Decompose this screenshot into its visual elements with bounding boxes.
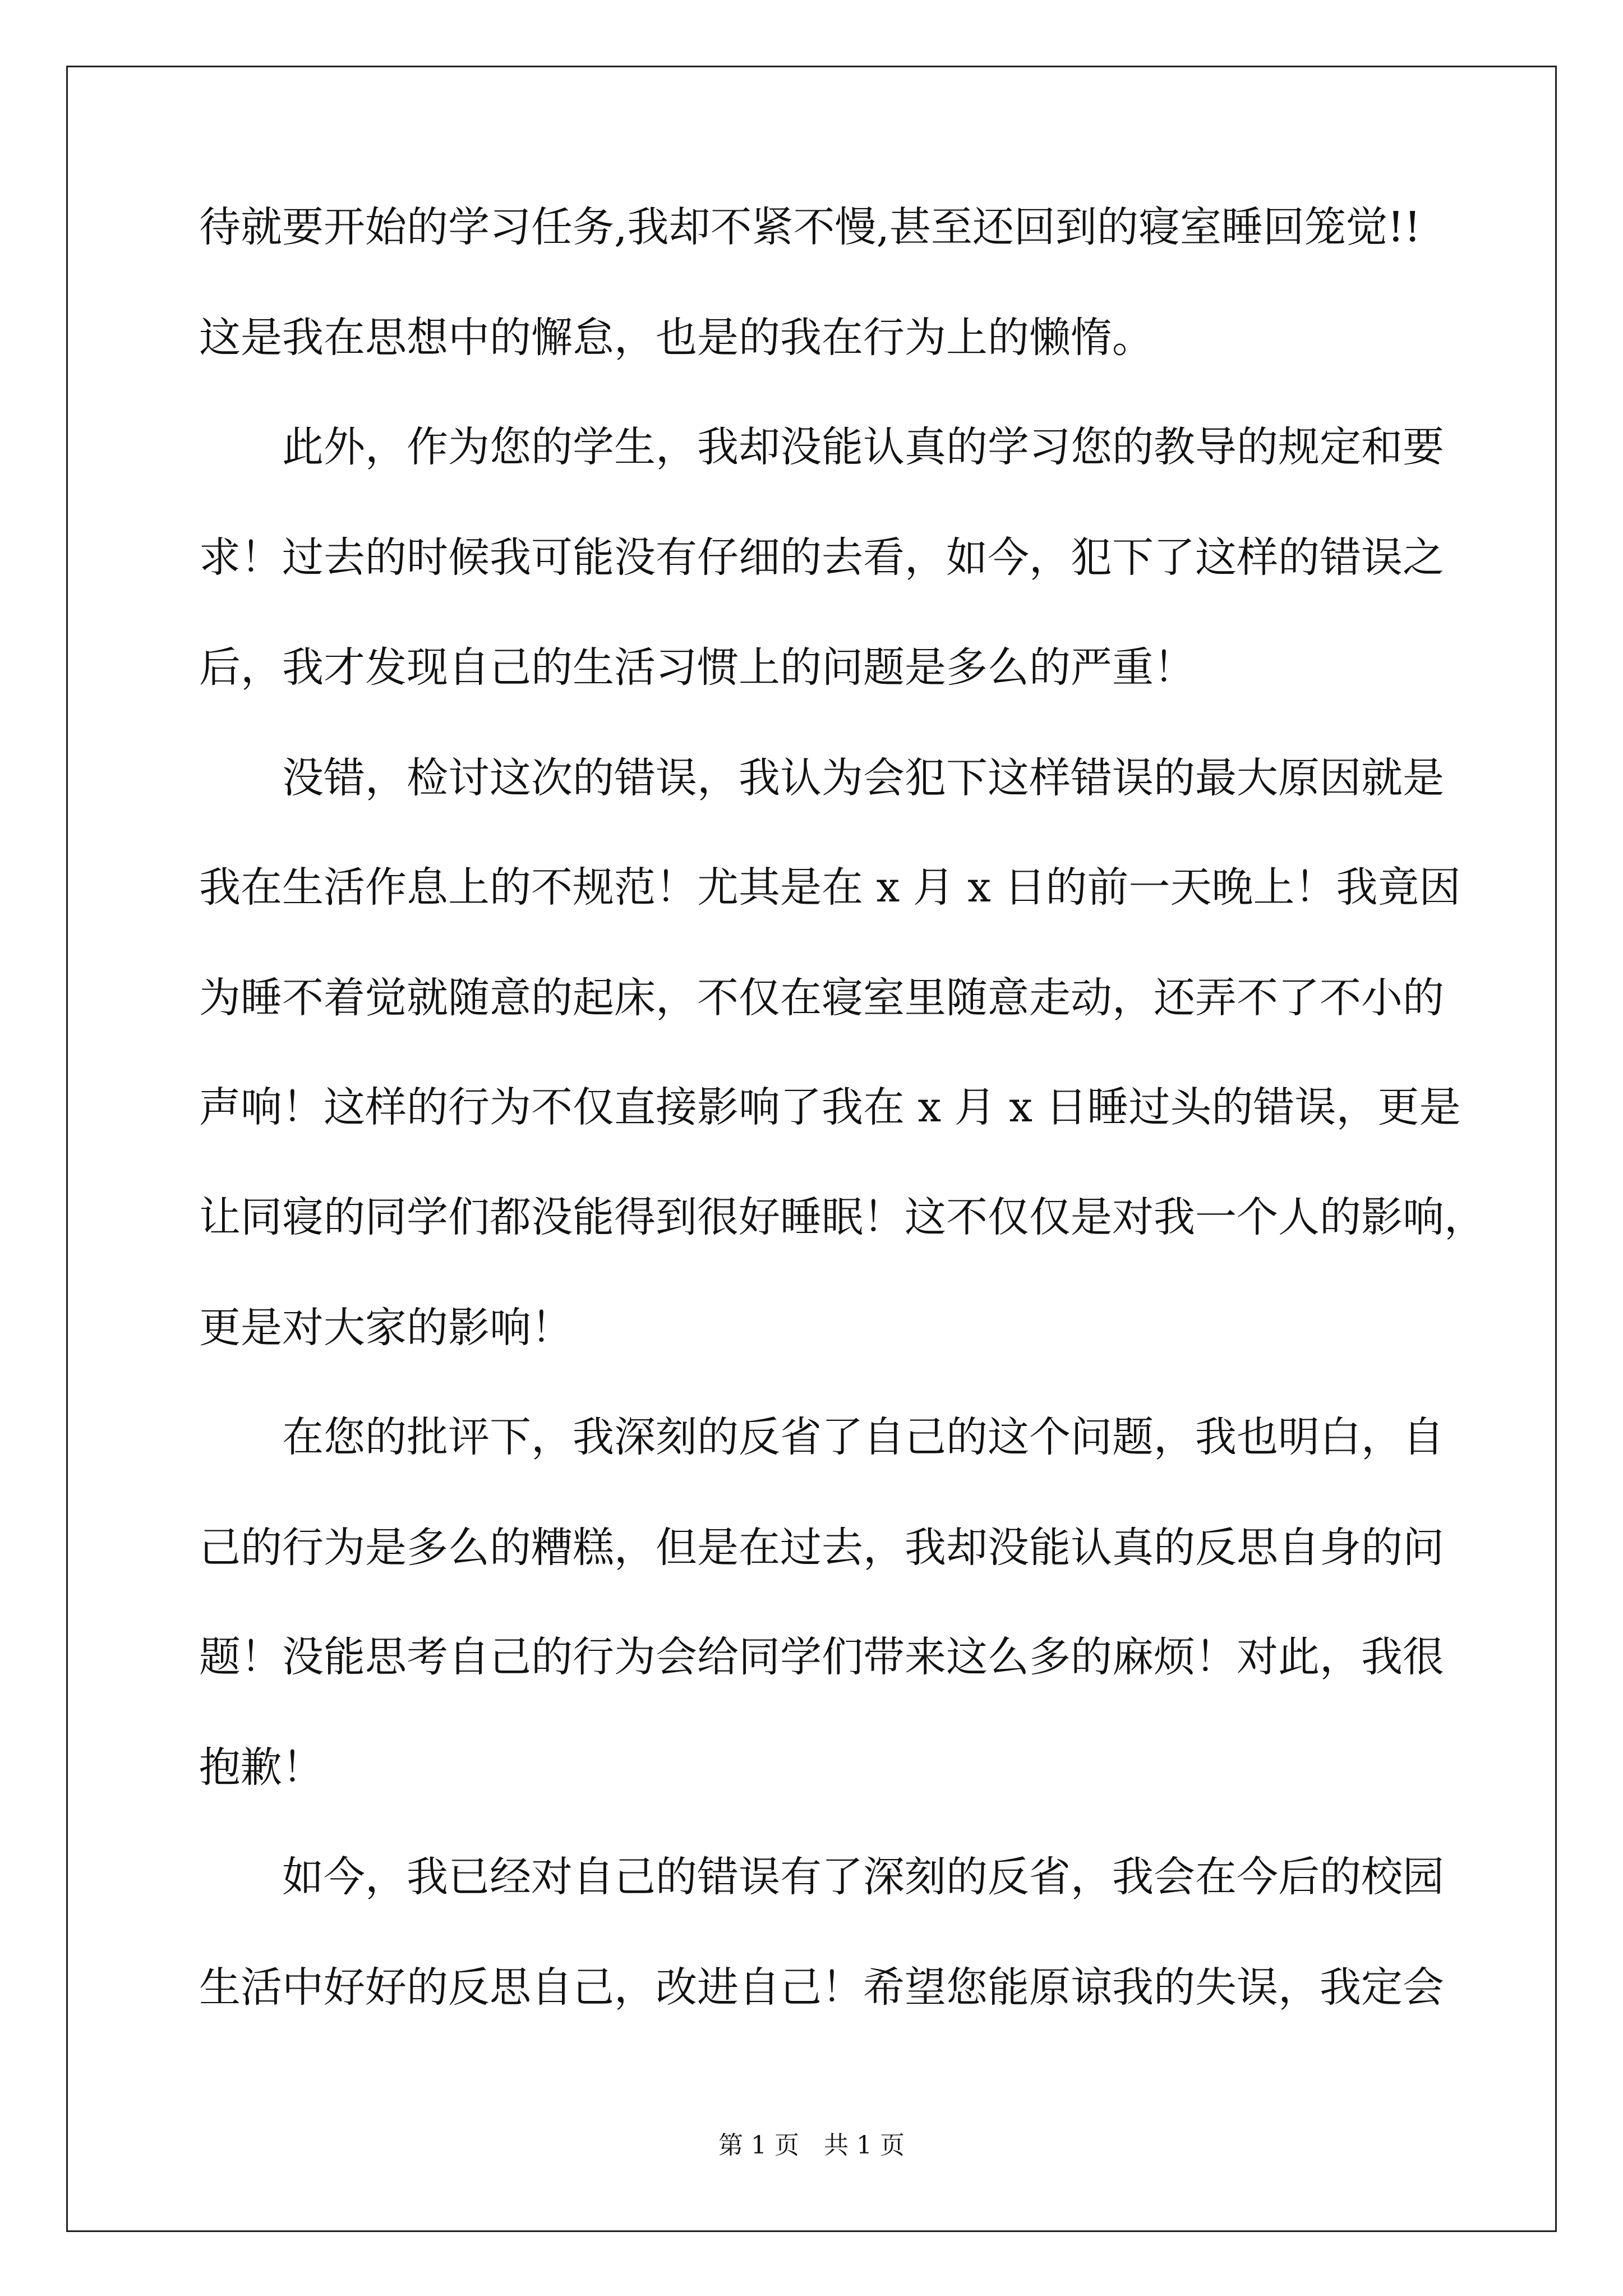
text-line: 此外，作为您的学生，我却没能认真的学习您的教导的规定和要 <box>199 423 1444 471</box>
text-line: 抱歉！ <box>199 1743 324 1792</box>
page-border <box>66 66 1557 2232</box>
text-line: 更是对大家的影响！ <box>199 1304 573 1352</box>
text-line: 声响！这样的行为不仅直接影响了我在 x 月 x 日睡过头的错误，更是 <box>199 1083 1461 1131</box>
text-line: 己的行为是多么的糟糕，但是在过去，我却没能认真的反思自身的问 <box>199 1524 1444 1572</box>
text-line: 让同寝的同学们都没能得到很好睡眠！这不仅仅是对我一个人的影响， <box>199 1193 1486 1241</box>
page-footer: 第 1 页 共 1 页 <box>718 2131 905 2160</box>
text-line: 后，我才发现自己的生活习惯上的问题是多么的严重！ <box>199 643 1195 692</box>
text-line: 待就要开始的学习任务,我却不紧不慢,甚至还回到的寝室睡回笼觉!! <box>199 203 1421 251</box>
text-line: 如今，我已经对自己的错误有了深刻的反省，我会在今后的校园 <box>199 1853 1444 1901</box>
text-line: 生活中好好的反思自己，改进自己！希望您能原谅我的失误，我定会 <box>199 1963 1444 2012</box>
text-line: 我在生活作息上的不规范！尤其是在 x 月 x 日的前一天晚上！我竟因 <box>199 863 1461 912</box>
text-line: 为睡不着觉就随意的起床，不仅在寝室里随意走动，还弄不了不小的 <box>199 974 1444 1022</box>
text-line: 没错，检讨这次的错误，我认为会犯下这样错误的最大原因就是 <box>199 754 1444 802</box>
text-line: 题！没能思考自己的行为会给同学们带来这么多的麻烦！对此，我很 <box>199 1633 1444 1681</box>
text-line: 求！过去的时候我可能没有仔细的去看，如今，犯下了这样的错误之 <box>199 533 1444 582</box>
text-line: 这是我在思想中的懈怠，也是的我在行为上的懒惰。 <box>199 314 1154 362</box>
text-line: 在您的批评下，我深刻的反省了自己的这个问题，我也明白，自 <box>199 1413 1444 1461</box>
